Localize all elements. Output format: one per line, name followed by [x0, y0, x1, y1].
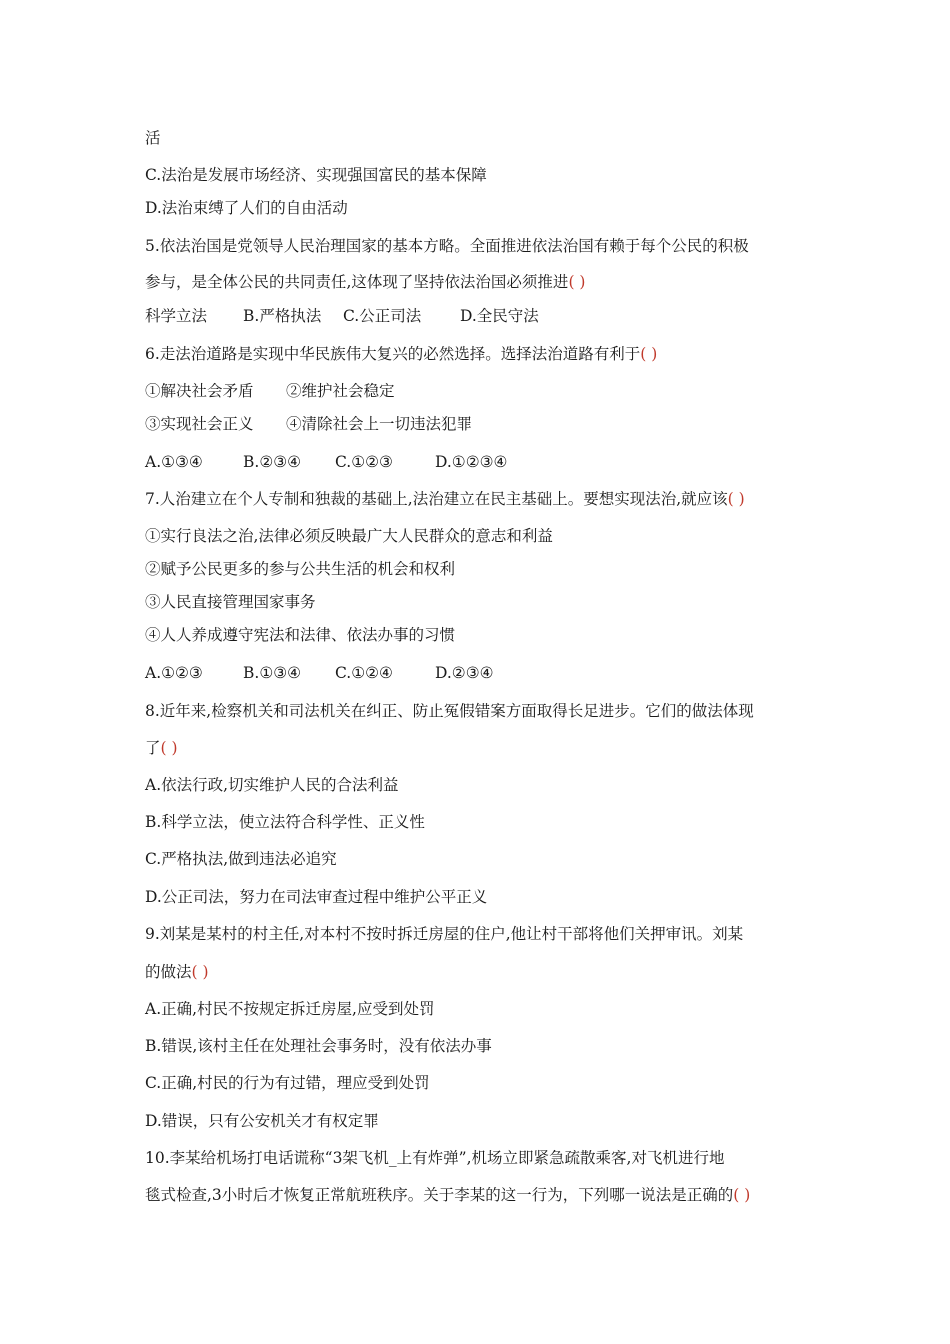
- option-item: ④清除社会上一切违法犯罪: [286, 415, 473, 433]
- text-line: [145, 272, 585, 292]
- line-text: D.法治束缚了人们的自由活动: [145, 199, 348, 217]
- text-line: [145, 198, 348, 218]
- line-text: A.依法行政,切实维护人民的合法利益: [145, 776, 399, 794]
- text-line: [145, 128, 161, 148]
- answer-blank-parentheses: ( ): [733, 1186, 751, 1204]
- text-line: [145, 924, 743, 944]
- option-item: A.①③④: [145, 453, 203, 471]
- option-item: C.公正司法: [343, 307, 422, 325]
- line-text: 活: [145, 129, 161, 147]
- line-text: B.错误,该村主任在处理社会事务时，没有依法办事: [145, 1037, 492, 1055]
- answer-blank-parentheses: ( ): [191, 963, 209, 981]
- text-line: [145, 526, 553, 546]
- line-text: 参与，是全体公民的共同责任,这体现了坚持依法治国必须推进: [145, 273, 569, 291]
- option-item: B.严格执法: [243, 307, 322, 325]
- line-text: ②赋予公民更多的参与公共生活的机会和权利: [145, 560, 456, 578]
- text-line: [145, 1036, 492, 1056]
- line-text: A.正确,村民不按规定拆迁房屋,应受到处罚: [145, 1000, 435, 1018]
- text-line: [145, 344, 657, 364]
- line-text: 6.走法治道路是实现中华民族伟大复兴的必然选择。选择法治道路有利于: [145, 345, 641, 363]
- text-line: [145, 165, 487, 185]
- line-text: ④人人养成遵守宪法和法律、依法办事的习惯: [145, 626, 456, 644]
- line-text: ①实行良法之治,法律必须反映最广大人民群众的意志和利益: [145, 527, 553, 545]
- text-line: [145, 489, 745, 509]
- option-item: D.全民守法: [460, 307, 539, 325]
- line-text: 9.刘某是某村的村主任,对本村不按时拆迁房屋的住户,他让村干部将他们关押审讯。刘某: [145, 925, 744, 943]
- text-line: [145, 738, 178, 758]
- option-item: D.②③④: [435, 664, 494, 682]
- text-line: [145, 625, 455, 645]
- text-line: [145, 1111, 379, 1131]
- line-text: 10.李某给机场打电话谎称“3架飞机_上有炸弹”,机场立即紧急疏散乘客,对飞机进行地: [145, 1149, 725, 1167]
- line-text: B.科学立法，使立法符合科学性、正义性: [145, 813, 425, 831]
- option-item: ③实现社会正义: [145, 415, 254, 433]
- text-line: [145, 1073, 430, 1093]
- option-item: A.①②③: [145, 664, 203, 682]
- text-line: [145, 999, 434, 1019]
- line-text: 了: [145, 739, 161, 757]
- option-item: B.②③④: [243, 453, 302, 471]
- option-item: ①解决社会矛盾: [145, 382, 254, 400]
- text-line: [145, 1148, 724, 1168]
- line-text: 5.依法治国是党领导人民治理国家的基本方略。全面推进依法治国有赖于每个公民的积极: [145, 237, 749, 255]
- line-text: 8.近年来,检察机关和司法机关在纠正、防止冤假错案方面取得长足进步。它们的做法体现: [145, 702, 754, 720]
- line-text: C.法治是发展市场经济、实现强国富民的基本保障: [145, 166, 487, 184]
- option-item: ②维护社会稳定: [286, 382, 395, 400]
- text-line: [145, 849, 337, 869]
- option-item: B.①③④: [243, 664, 302, 682]
- option-item: 科学立法: [145, 307, 208, 325]
- text-line: [145, 592, 316, 612]
- text-line: [145, 812, 425, 832]
- option-item: C.①②④: [335, 664, 393, 682]
- line-text: D.错误，只有公安机关才有权定罪: [145, 1112, 379, 1130]
- line-text: C.严格执法,做到违法必追究: [145, 850, 337, 868]
- text-line: [145, 775, 399, 795]
- answer-blank-parentheses: ( ): [568, 273, 586, 291]
- line-text: D.公正司法，努力在司法审查过程中维护公平正义: [145, 888, 488, 906]
- line-text: 7.人治建立在个人专制和独裁的基础上,法治建立在民主基础上。要想实现法治,就应该: [145, 490, 728, 508]
- option-item: D.①②③④: [435, 453, 508, 471]
- option-item: C.①②③: [335, 453, 393, 471]
- answer-blank-parentheses: ( ): [727, 490, 745, 508]
- line-text: C.正确,村民的行为有过错，理应受到处罚: [145, 1074, 430, 1092]
- text-line: [145, 1185, 750, 1205]
- line-text: ③人民直接管理国家事务: [145, 593, 316, 611]
- line-text: 的做法: [145, 963, 192, 981]
- line-text: 毯式检查,3小时后才恢复正常航班秩序。关于李某的这一行为，下列哪一说法是正确的: [145, 1186, 734, 1204]
- text-line: [145, 559, 455, 579]
- answer-blank-parentheses: ( ): [640, 345, 658, 363]
- answer-blank-parentheses: ( ): [160, 739, 178, 757]
- text-line: [145, 701, 754, 721]
- text-line: [145, 962, 209, 982]
- text-line: [145, 236, 749, 256]
- text-line: [145, 887, 487, 907]
